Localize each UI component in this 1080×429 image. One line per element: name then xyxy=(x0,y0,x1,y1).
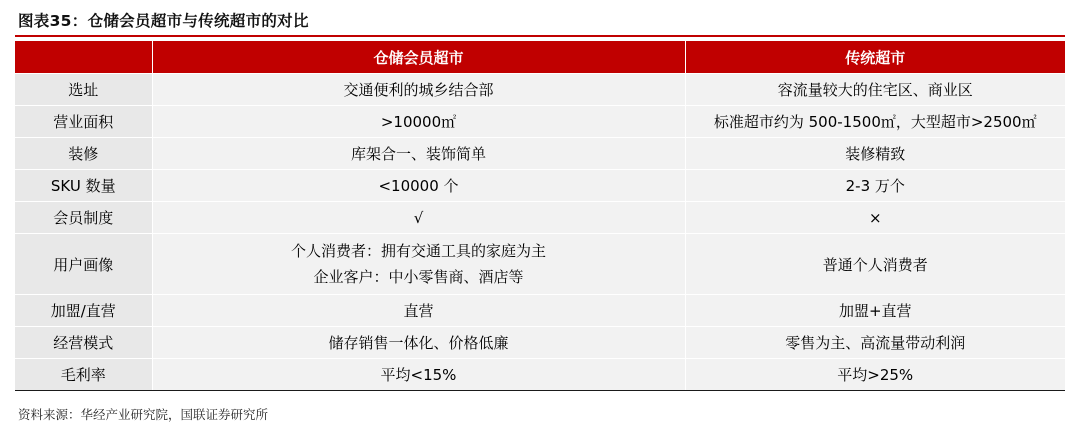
traditional-cell: 标准超市约为 500-1500㎡，大型超市>2500㎡ xyxy=(685,106,1065,138)
warehouse-cell: <10000 个 xyxy=(152,170,685,202)
table-row xyxy=(15,359,1065,391)
traditional-cell: 普通个人消费者 xyxy=(685,234,1065,295)
table-row xyxy=(15,106,1065,138)
row-label: 营业面积 xyxy=(15,106,152,138)
warehouse-cell: >10000㎡ xyxy=(152,106,685,138)
traditional-cell: 容流量较大的住宅区、商业区 xyxy=(685,74,1065,106)
row-label: SKU 数量 xyxy=(15,170,152,202)
header-traditional-supermarket: 传统超市 xyxy=(685,41,1065,74)
row-label: 毛利率 xyxy=(15,359,152,391)
traditional-cell: 加盟+直营 xyxy=(685,295,1065,327)
warehouse-cell xyxy=(152,234,685,295)
row-label: 经营模式 xyxy=(15,327,152,359)
row-label: 会员制度 xyxy=(15,202,152,234)
traditional-cell: 装修精致 xyxy=(685,138,1065,170)
traditional-cell: 零售为主、高流量带动利润 xyxy=(685,327,1065,359)
table-row xyxy=(15,234,1065,295)
warehouse-cell: 库架合一、装饰简单 xyxy=(152,138,685,170)
warehouse-cell: 交通便利的城乡结合部 xyxy=(152,74,685,106)
warehouse-cell: √ xyxy=(152,202,685,234)
table-row xyxy=(15,138,1065,170)
traditional-cell: 2-3 万个 xyxy=(685,170,1065,202)
warehouse-cell-line: 个人消费者：拥有交通工具的家庭为主 xyxy=(290,242,546,260)
traditional-cell: 平均>25% xyxy=(685,359,1065,391)
title-divider xyxy=(15,35,1065,37)
warehouse-cell: 直营 xyxy=(152,295,685,327)
figure-title: 图表35：仓储会员超市与传统超市的对比 xyxy=(18,12,309,30)
row-label: 加盟/直营 xyxy=(15,295,152,327)
table-row xyxy=(15,327,1065,359)
traditional-cell: × xyxy=(685,202,1065,234)
row-label: 装修 xyxy=(15,138,152,170)
warehouse-cell: 平均<15% xyxy=(152,359,685,391)
header-blank xyxy=(15,41,152,74)
row-label: 用户画像 xyxy=(15,234,152,295)
comparison-table xyxy=(15,41,1065,391)
row-label: 选址 xyxy=(15,74,152,106)
table-row xyxy=(15,202,1065,234)
table-header-row xyxy=(15,41,1065,74)
table-row xyxy=(15,170,1065,202)
source-note: 资料来源：华经产业研究院，国联证券研究所 xyxy=(18,407,269,422)
warehouse-cell: 储存销售一体化、价格低廉 xyxy=(152,327,685,359)
table-row xyxy=(15,295,1065,327)
table-row xyxy=(15,74,1065,106)
warehouse-cell-line: 企业客户：中小零售商、酒店等 xyxy=(313,268,524,286)
header-warehouse-club: 仓储会员超市 xyxy=(152,41,685,74)
